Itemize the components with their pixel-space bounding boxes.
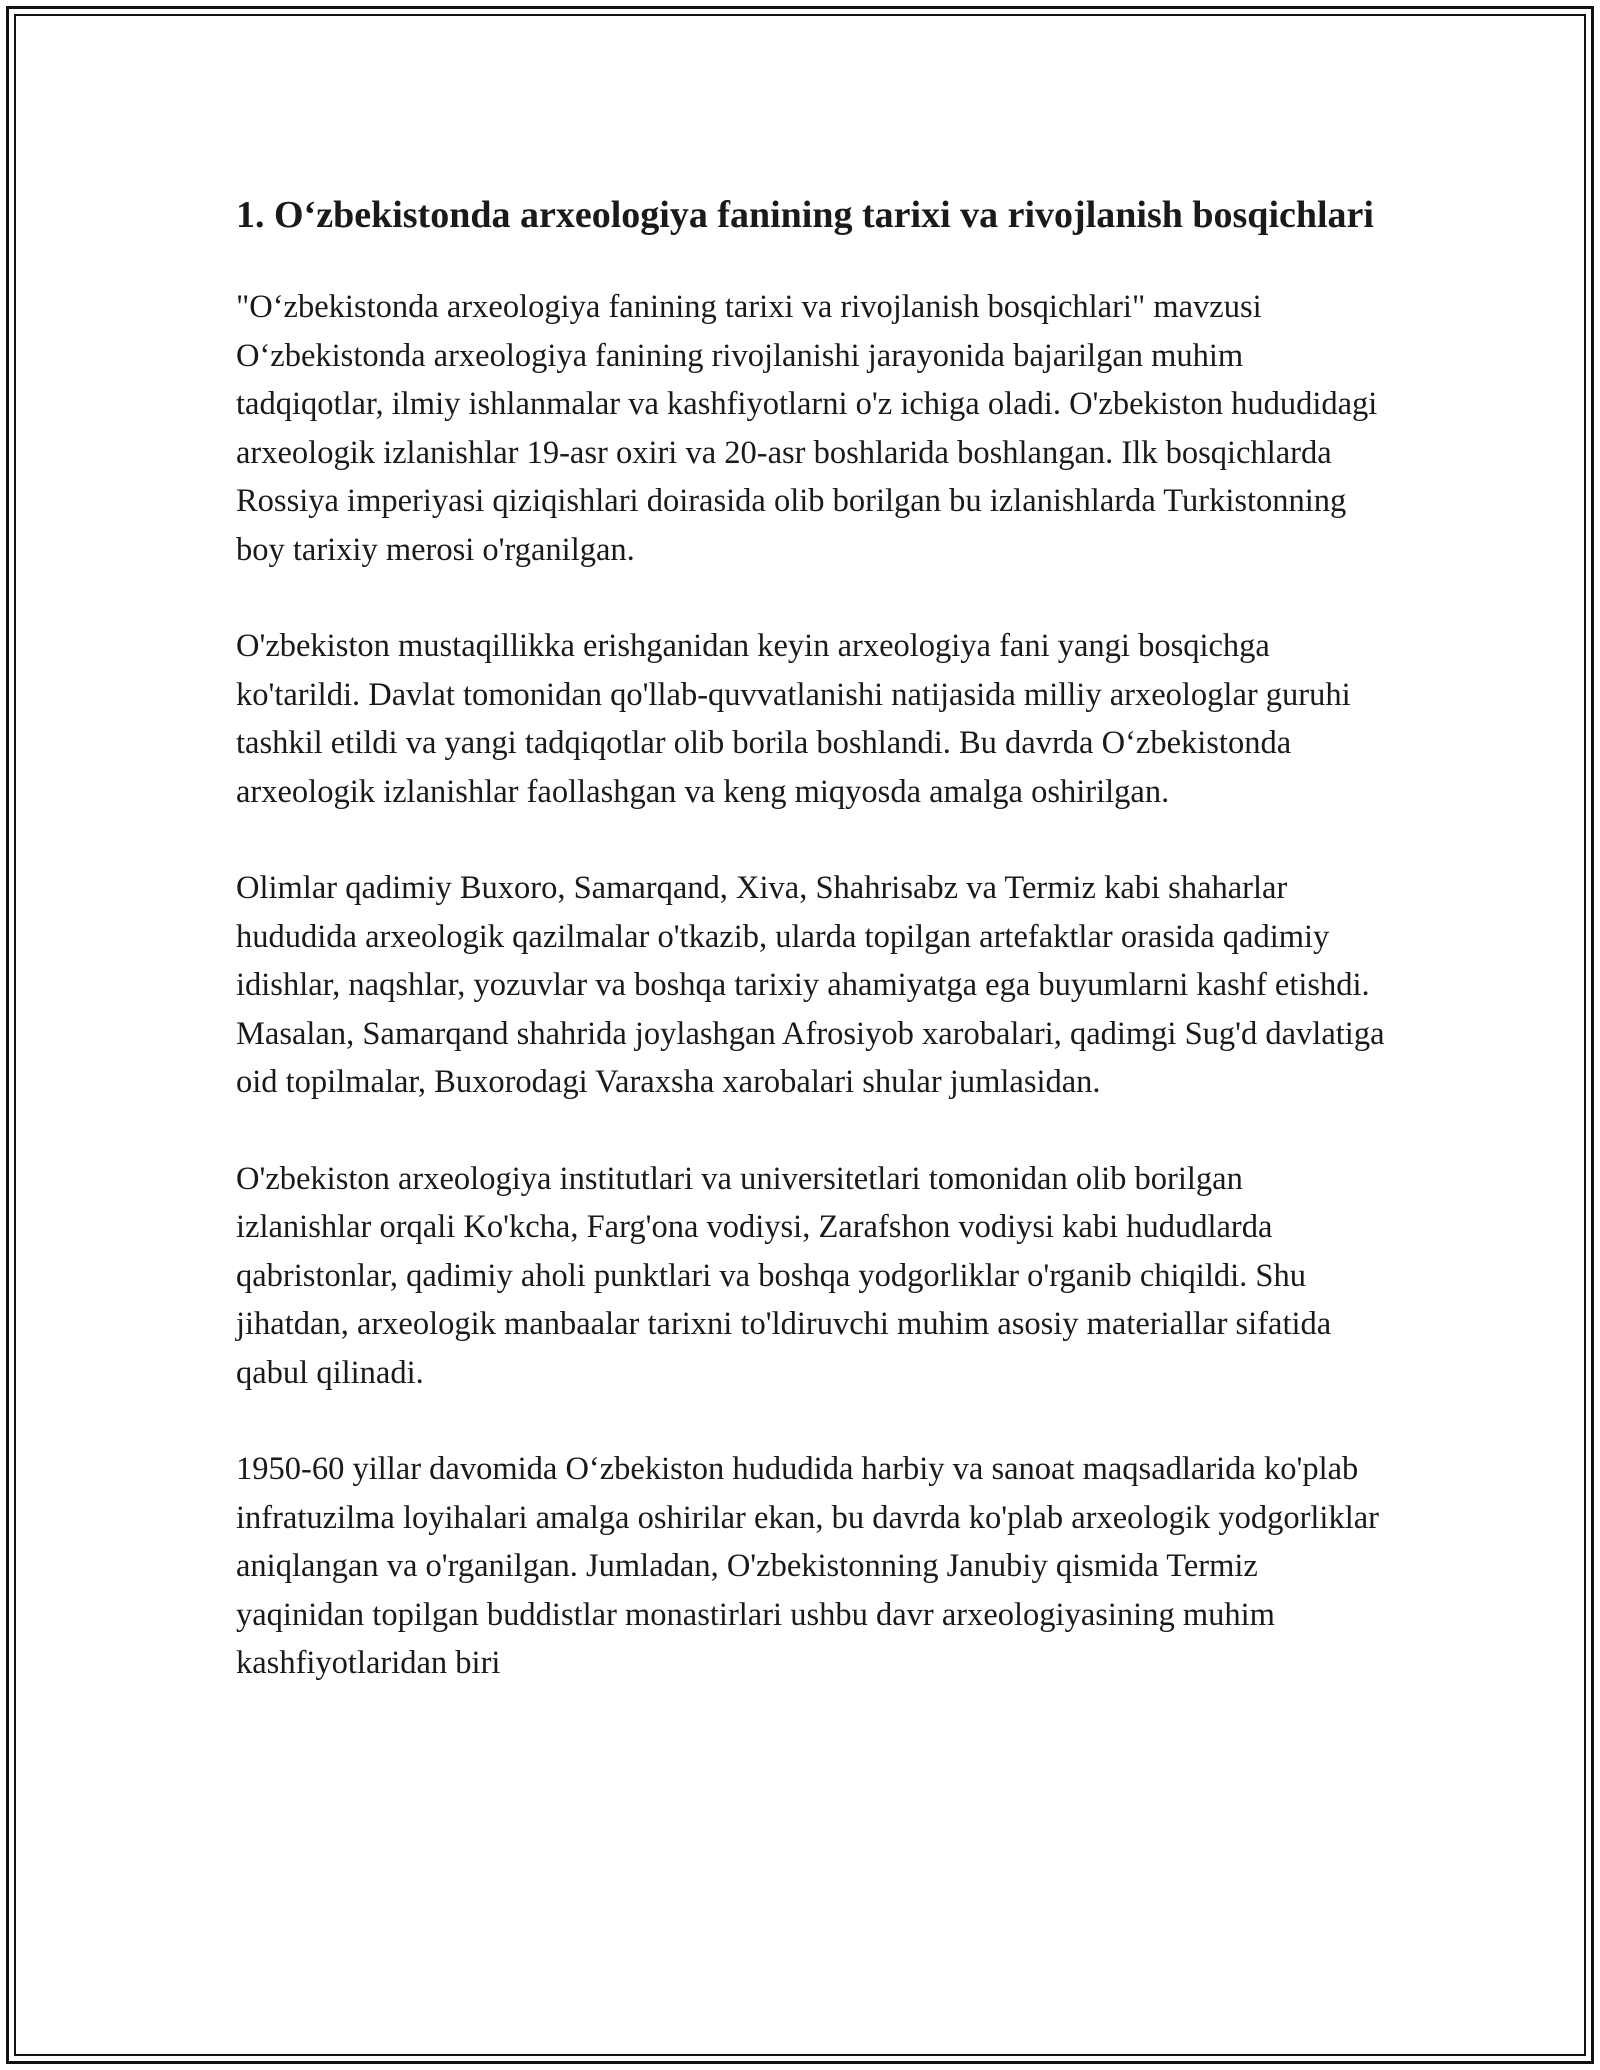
paragraph-excavations: Olimlar qadimiy Buxoro, Samarqand, Xiva, Shahrisabz va Termiz kabi shaharlar hududida arxeologik qazilmalar o'tkazib, ularda topilgan artefaktlar orasida qadimiy idishlar, naqshlar, yozuvlar va boshqa tarixiy ahamiyatga ega buyumlarni kashf etishdi. Masalan, Samarqand shahrida joylashgan Afrosiyob xarobalari, qadimgi Sug'd davlatiga oid topilmalar, Buxorodagi Varaxsha xarobalari shular jumlasidan. <box>236 870 1385 1100</box>
paragraph-1950s: 1950-60 yillar davomida O‘zbekiston hududida harbiy va sanoat maqsadlarida ko'plab infratuzilma loyihalari amalga oshirilar ekan, bu davrda ko'plab arxeologik yodgorliklar aniqlangan va o'rganilgan. Jumladan, O'zbekistonning Janubiy qismida Termiz yaqinidan topilgan buddistlar monastirlari ushbu davr arxeologiyasining muhim kashfiyotlaridan biri <box>236 1451 1379 1681</box>
document-body <box>236 188 1386 1736</box>
paragraph-independence: O'zbekiston mustaqillikka erishganidan keyin arxeologiya fani yangi bosqichga ko'tarildi. Davlat tomonidan qo'llab-quvvatlanishi natijasida milliy arxeologlar guruhi tashkil etildi va yangi tadqiqotlar olib borila boshlandi. Bu davrda O‘zbekistonda arxeologik izlanishlar faollashgan va keng miqyosda amalga oshirilgan. <box>236 628 1351 810</box>
section-heading: 1. O‘zbekistonda arxeologiya fanining tarixi va rivojlanish bosqichlari <box>236 194 1374 236</box>
paragraph-intro: "O‘zbekistonda arxeologiya fanining tarixi va rivojlanish bosqichlari" mavzusi O‘zbekistonda arxeologiya fanining rivojlanishi jarayonida bajarilgan muhim tadqiqotlar, ilmiy ishlanmalar va kashfiyotlarni o'z ichiga oladi. O'zbekiston hududidagi arxeologik izlanishlar 19-asr oxiri va 20-asr boshlarida boshlangan. Ilk bosqichlarda Rossiya imperiyasi qiziqishlari doirasida olib borilgan bu izlanishlarda Turkistonning boy tarixiy merosi o'rganilgan. <box>236 289 1378 568</box>
paragraph-institutes: O'zbekiston arxeologiya institutlari va universitetlari tomonidan olib borilgan izlanishlar orqali Ko'kcha, Farg'ona vodiysi, Zarafshon vodiysi kabi hududlarda qabristonlar, qadimiy aholi punktlari va boshqa yodgorliklar o'rganib chiqildi. Shu jihatdan, arxeologik manbaalar tarixni to'ldiruvchi muhim asosiy materiallar sifatida qabul qilinadi. <box>236 1160 1332 1391</box>
